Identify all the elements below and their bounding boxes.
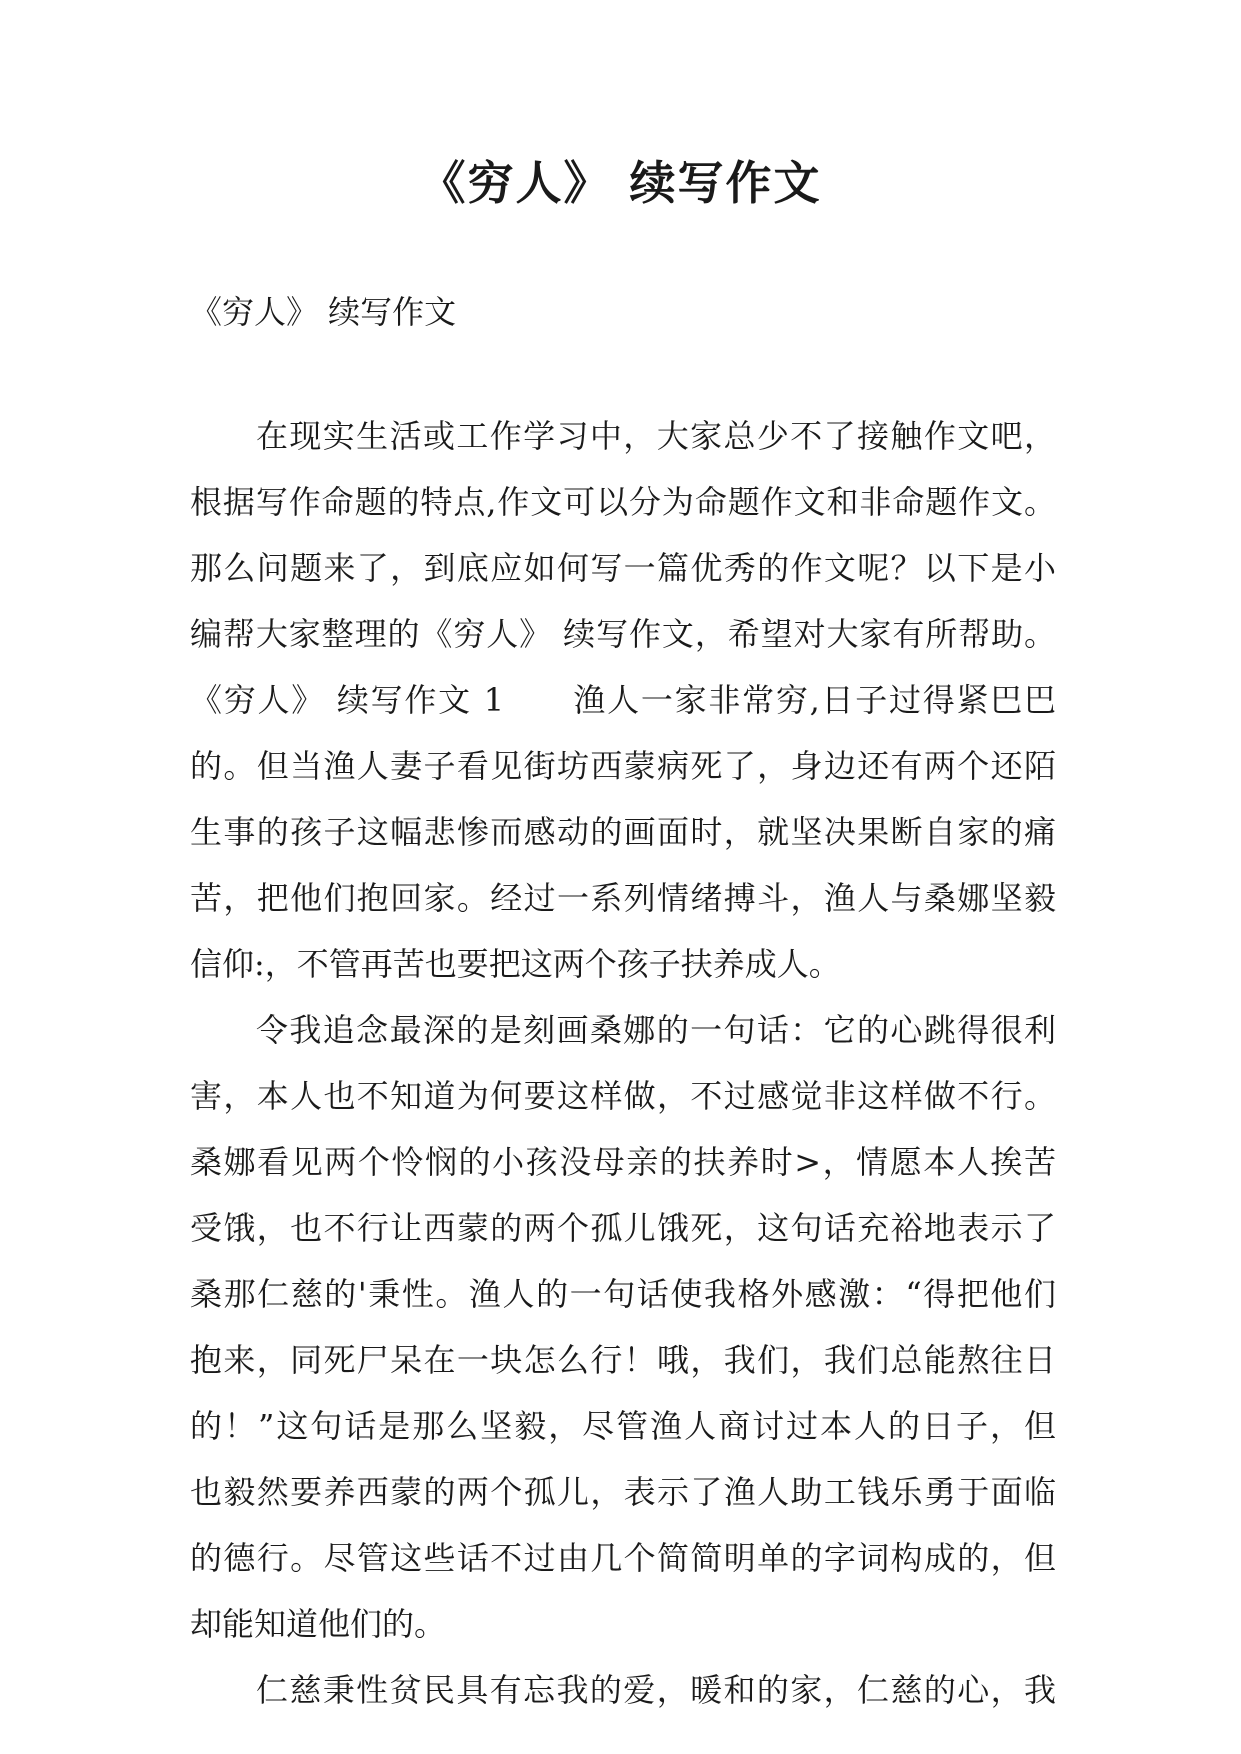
body-text-line: 在现实生活或工作学习中，大家总少不了接触作文吧，	[256, 417, 1056, 455]
body-text-line: 桑娜看见两个怜悯的小孩没母亲的扶养时>，情愿本人挨苦	[190, 1143, 1056, 1181]
body-text-line: 的德行。尽管这些话不过由几个简简明单的字词构成的，但	[190, 1539, 1056, 1577]
body-text-line: 抱来，同死尸呆在一块怎么行！哦，我们，我们总能熬往日	[190, 1341, 1056, 1379]
body-text-line: 的！”这句话是那么坚毅，尽管渔人商讨过本人的日子，但	[190, 1407, 1056, 1445]
body-text-line: 《穷人》 续写作文 1 渔人一家非常穷,日子过得紧巴巴	[190, 681, 1056, 719]
body-text-line: 生事的孩子这幅悲惨而感动的画面时，就坚决果断自家的痛	[190, 813, 1056, 851]
body-text-line: 仁慈秉性贫民具有忘我的爱，暖和的家，仁慈的心，我	[256, 1671, 1056, 1709]
body-text-line: 信仰:，不管再苦也要把这两个孩子扶养成人。	[190, 945, 841, 983]
body-text-line: 编帮大家整理的《穷人》 续写作文，希望对大家有所帮助。	[190, 615, 1056, 653]
body-text-line: 苦，把他们抱回家。经过一系列情绪搏斗，渔人与桑娜坚毅	[190, 879, 1056, 917]
body-text-line: 令我追念最深的是刻画桑娜的一句话：它的心跳得很利	[256, 1011, 1056, 1049]
body-text-line: 受饿，也不行让西蒙的两个孤儿饿死，这句话充裕地表示了	[190, 1209, 1056, 1247]
body-text-line: 害，本人也不知道为何要这样做，不过感觉非这样做不行。	[190, 1077, 1056, 1115]
body-text-line: 桑那仁慈的'秉性。渔人的一句话使我格外感激：“得把他们	[190, 1275, 1056, 1313]
document-title: 《穷人》 续写作文	[419, 156, 822, 210]
body-text-line: 也毅然要养西蒙的两个孤儿，表示了渔人助工钱乐勇于面临	[190, 1473, 1056, 1511]
body-text-line: 却能知道他们的。	[190, 1605, 447, 1643]
body-text-line: 那么问题来了，到底应如何写一篇优秀的作文呢？以下是小	[190, 549, 1056, 587]
document-body	[190, 403, 1056, 1723]
body-text-line: 的。但当渔人妻子看见街坊西蒙病死了，身边还有两个还陌	[190, 747, 1056, 785]
document-subheading: 《穷人》 续写作文	[190, 293, 457, 331]
body-text-line: 根据写作命题的特点,作文可以分为命题作文和非命题作文。	[190, 483, 1056, 521]
